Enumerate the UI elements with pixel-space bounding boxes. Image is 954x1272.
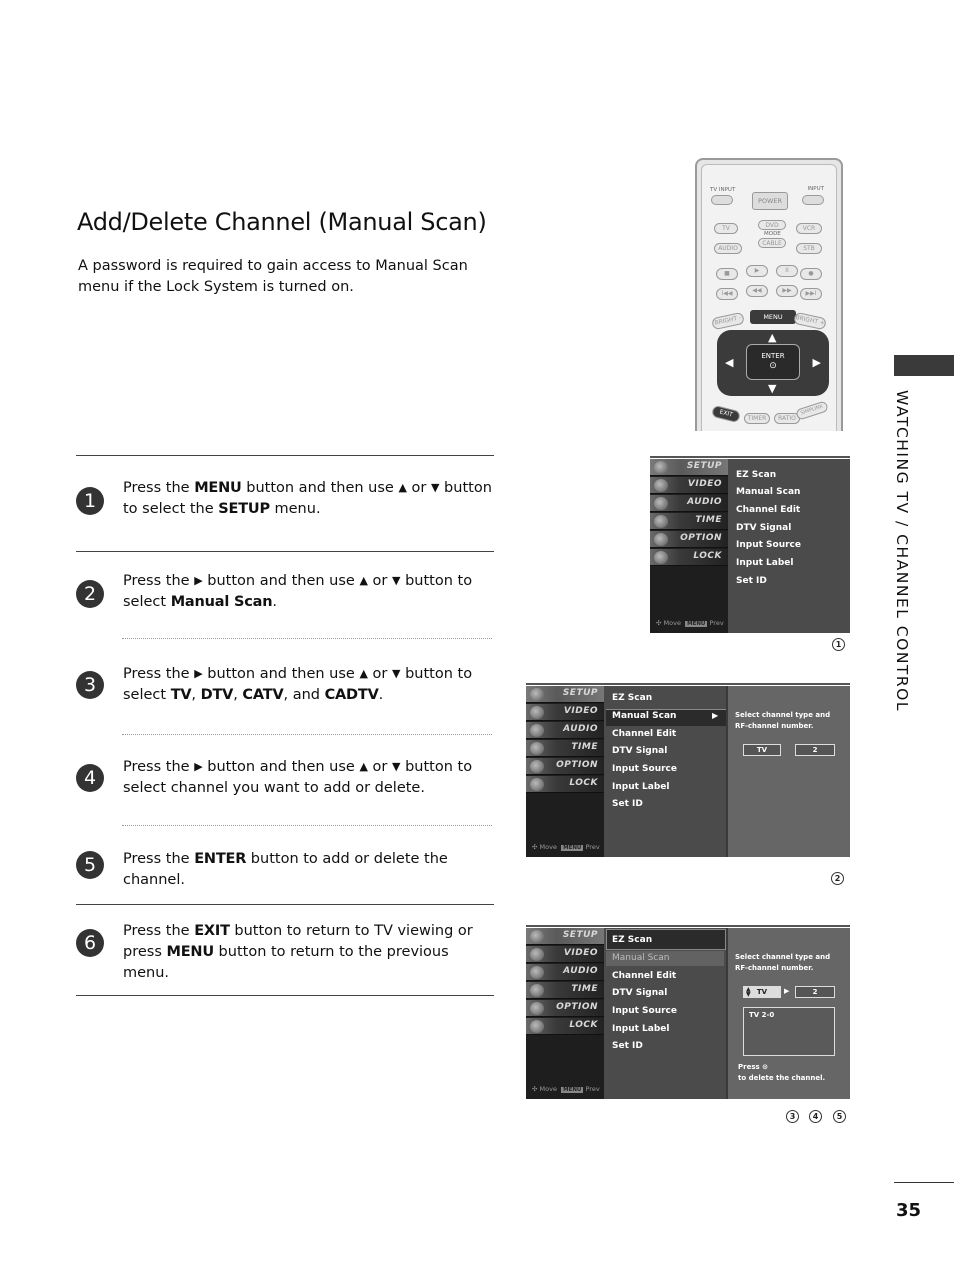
step-4-text: Press the ▶ button and then use ▲ or ▼ button to select channel you want to add or delete.	[123, 759, 473, 796]
remote-vcr-button: VCR	[796, 223, 822, 234]
remote-control-illustration	[695, 158, 843, 431]
osd-3-footer: ✣ Move MENU Prev	[532, 1085, 600, 1093]
osd-1-item-manual-scan: Manual Scan	[736, 487, 801, 497]
remote-right-arrow-icon: ▶	[812, 356, 821, 369]
osd-3-rf-number-box: 2	[795, 986, 835, 998]
osd-3-prompt: Select channel type and RF-channel number.	[735, 953, 831, 972]
down-arrow-icon: ▼	[430, 481, 440, 494]
osd-screen-2	[526, 686, 850, 857]
page-title: Add/Delete Channel (Manual Scan)	[77, 208, 487, 236]
step-divider-dotted	[122, 638, 492, 639]
step-5-text: Press the ENTER button to add or delete the channel.	[123, 851, 448, 888]
osd-1-item-dtv-signal: DTV Signal	[736, 523, 792, 533]
remote-enter-label: ENTER	[761, 352, 785, 360]
osd-1-item-set-id: Set ID	[736, 576, 767, 586]
step-divider	[76, 904, 494, 905]
callout-3: 3	[786, 1110, 799, 1123]
remote-input-button	[802, 195, 824, 205]
osd-1-item-input-source: Input Source	[736, 540, 801, 550]
osd-2-item-input-label: Input Label	[612, 782, 670, 792]
right-arrow-icon: ▶	[194, 574, 203, 587]
osd-3-channel-result: TV 2-0	[749, 1011, 775, 1019]
osd-screen-1	[650, 459, 850, 633]
osd-2-sidebar	[526, 686, 604, 857]
remote-exit-button: EXIT	[711, 405, 741, 423]
down-arrow-icon: ▼	[392, 760, 401, 773]
step-divider	[76, 551, 494, 552]
up-down-arrows-icon: ▲ ▼	[746, 986, 751, 998]
osd-3-press-hint: Press ⊙ to delete the channel.	[738, 1063, 826, 1082]
remote-rewind-button: ◀◀	[746, 285, 768, 297]
osd-2-footer: ✣ Move MENU Prev	[532, 843, 600, 851]
osd-2-menu-audio: AUDIO	[526, 722, 604, 739]
remote-tv-button: TV	[714, 223, 738, 234]
enter-icon: ⊙	[769, 361, 777, 371]
osd-3-menu-video: VIDEO	[526, 946, 604, 963]
osd-2-prompt: Select channel type and RF-channel number.	[735, 711, 831, 730]
osd-3-top-rule	[526, 925, 850, 927]
step-number-5: 5	[76, 851, 104, 879]
osd-3-menu-setup: SETUP	[526, 928, 604, 945]
up-arrow-icon: ▲	[398, 481, 407, 494]
remote-simplink-button: SIMPLINK	[795, 400, 829, 420]
osd-3-menu-lock: LOCK	[526, 1018, 604, 1035]
osd-1-sidebar	[650, 459, 728, 633]
osd-1-menu-video: VIDEO	[650, 477, 728, 494]
remote-audio-button: AUDIO	[714, 243, 742, 254]
remote-tv-input-button	[711, 195, 733, 205]
enter-icon: ⊙	[762, 1063, 768, 1071]
osd-1-item-input-label: Input Label	[736, 558, 794, 568]
osd-2-channel-type-box: TV	[743, 744, 781, 756]
osd-1-menu-list	[728, 459, 850, 633]
down-arrow-icon: ▼	[392, 667, 401, 680]
step-6-text: Press the EXIT button to return to TV viewing or press MENU button to return to the previous menu.	[123, 923, 473, 981]
osd-2-item-manual-scan: Manual Scan	[612, 711, 677, 721]
callout-2: 2	[831, 872, 844, 885]
osd-3-item-manual-scan: Manual Scan	[612, 953, 670, 963]
osd-3-item-input-label: Input Label	[612, 1024, 670, 1034]
step-1-text: Press the MENU button and then use ▲ or ▼ button to select the SETUP menu.	[123, 480, 492, 517]
up-arrow-icon: ▲	[359, 574, 368, 587]
osd-2-item-channel-edit: Channel Edit	[612, 729, 677, 739]
remote-down-arrow-icon: ▼	[768, 382, 777, 395]
remote-label-tv-input: TV INPUT	[710, 187, 736, 193]
remote-cable-button: CABLE	[758, 238, 786, 248]
osd-screen-3	[526, 928, 850, 1099]
osd-1-menu-setup: SETUP	[650, 459, 728, 476]
remote-record-button: ●	[800, 268, 822, 280]
remote-label-mode: MODE	[764, 231, 781, 237]
remote-dvd-button: DVD	[758, 220, 786, 230]
osd-1-item-channel-edit: Channel Edit	[736, 505, 801, 515]
osd-2-menu-lock: LOCK	[526, 776, 604, 793]
osd-3-item-set-id: Set ID	[612, 1041, 643, 1051]
osd-3-menu-audio: AUDIO	[526, 964, 604, 981]
remote-stop-button: ■	[716, 268, 738, 280]
step-2-text: Press the ▶ button and then use ▲ or ▼ button to select Manual Scan.	[123, 573, 473, 610]
osd-3-channel-result-box	[743, 1007, 835, 1056]
osd-3-item-input-source: Input Source	[612, 1006, 677, 1016]
remote-bright-plus-button: BRIGHT +	[793, 312, 827, 330]
remote-pause-button: II	[776, 265, 798, 277]
remote-power-button: POWER	[752, 192, 788, 210]
up-arrow-icon: ▲	[359, 667, 368, 680]
step-number-2: 2	[76, 580, 104, 608]
osd-3-item-ez-scan: EZ Scan	[612, 935, 653, 945]
page-number-rule	[894, 1182, 954, 1183]
osd-3-item-dtv-signal: DTV Signal	[612, 988, 668, 998]
remote-skip-forward-button: ▶▶I	[800, 288, 822, 300]
remote-bright-minus-button: BRIGHT -	[711, 312, 745, 330]
osd-2-rf-number-box: 2	[795, 744, 835, 756]
osd-2-menu-option: OPTION	[526, 758, 604, 775]
osd-2-item-input-source: Input Source	[612, 764, 677, 774]
callout-5: 5	[833, 1110, 846, 1123]
section-tab-bar	[894, 355, 954, 376]
osd-2-item-dtv-signal: DTV Signal	[612, 746, 668, 756]
osd-3-menu-option: OPTION	[526, 1000, 604, 1017]
right-arrow-icon: ▶	[194, 760, 203, 773]
osd-1-top-rule	[650, 456, 850, 458]
remote-direction-pad	[717, 330, 829, 396]
osd-1-item-ez-scan: EZ Scan	[736, 470, 777, 480]
step-divider	[76, 995, 494, 996]
osd-3-detail-panel	[726, 928, 850, 1099]
step-3-text: Press the ▶ button and then use ▲ or ▼ button to select TV, DTV, CATV, and CADTV.	[123, 666, 473, 703]
step-number-3: 3	[76, 671, 104, 699]
osd-1-menu-option: OPTION	[650, 531, 728, 548]
down-arrow-icon: ▼	[392, 574, 401, 587]
osd-2-menu-setup: SETUP	[526, 686, 604, 703]
osd-3-right-arrow-icon: ▶	[784, 987, 790, 995]
callout-1: 1	[832, 638, 845, 651]
intro-text: A password is required to gain access to Manual Scan menu if the Lock System is turned on.	[78, 258, 468, 295]
remote-enter-button	[746, 344, 800, 380]
step-number-1: 1	[76, 487, 104, 515]
step-number-6: 6	[76, 929, 104, 957]
osd-1-footer: ✣ Move MENU Prev	[656, 619, 724, 627]
osd-3-channel-type-box: ▲ ▼ TV	[743, 986, 781, 998]
right-arrow-icon: ▶	[194, 667, 203, 680]
remote-stb-button: STB	[796, 243, 822, 254]
osd-3-sidebar	[526, 928, 604, 1099]
up-arrow-icon: ▲	[359, 760, 368, 773]
remote-menu-button: MENU	[750, 310, 796, 324]
osd-2-top-rule	[526, 683, 850, 685]
remote-label-input: INPUT	[807, 186, 824, 192]
remote-ratio-button: RATIO	[774, 413, 800, 424]
remote-skip-back-button: I◀◀	[716, 288, 738, 300]
osd-3-item-channel-edit: Channel Edit	[612, 971, 677, 981]
osd-3-menu-time: TIME	[526, 982, 604, 999]
step-divider-dotted	[122, 734, 492, 735]
step-divider-dotted	[122, 825, 492, 826]
osd-1-menu-audio: AUDIO	[650, 495, 728, 512]
step-number-4: 4	[76, 764, 104, 792]
osd-2-menu-video: VIDEO	[526, 704, 604, 721]
step-divider	[76, 455, 494, 456]
page-number: 35	[896, 1200, 922, 1221]
osd-3-menu-list	[604, 928, 726, 1099]
osd-2-menu-list	[604, 686, 726, 857]
osd-2-item-ez-scan: EZ Scan	[612, 693, 653, 703]
callout-4: 4	[809, 1110, 822, 1123]
osd-2-detail-panel	[726, 686, 850, 857]
side-label: WATCHING TV / CHANNEL CONTROL	[893, 390, 911, 712]
osd-2-menu-time: TIME	[526, 740, 604, 757]
remote-fast-forward-button: ▶▶	[776, 285, 798, 297]
remote-up-arrow-icon: ▲	[768, 331, 777, 344]
remote-timer-button: TIMER	[744, 413, 770, 424]
osd-2-item-set-id: Set ID	[612, 799, 643, 809]
remote-left-arrow-icon: ◀	[725, 356, 734, 369]
osd-2-submenu-arrow-icon: ▶	[712, 711, 719, 720]
osd-1-menu-time: TIME	[650, 513, 728, 530]
osd-1-menu-lock: LOCK	[650, 549, 728, 566]
remote-play-button: ▶	[746, 265, 768, 277]
